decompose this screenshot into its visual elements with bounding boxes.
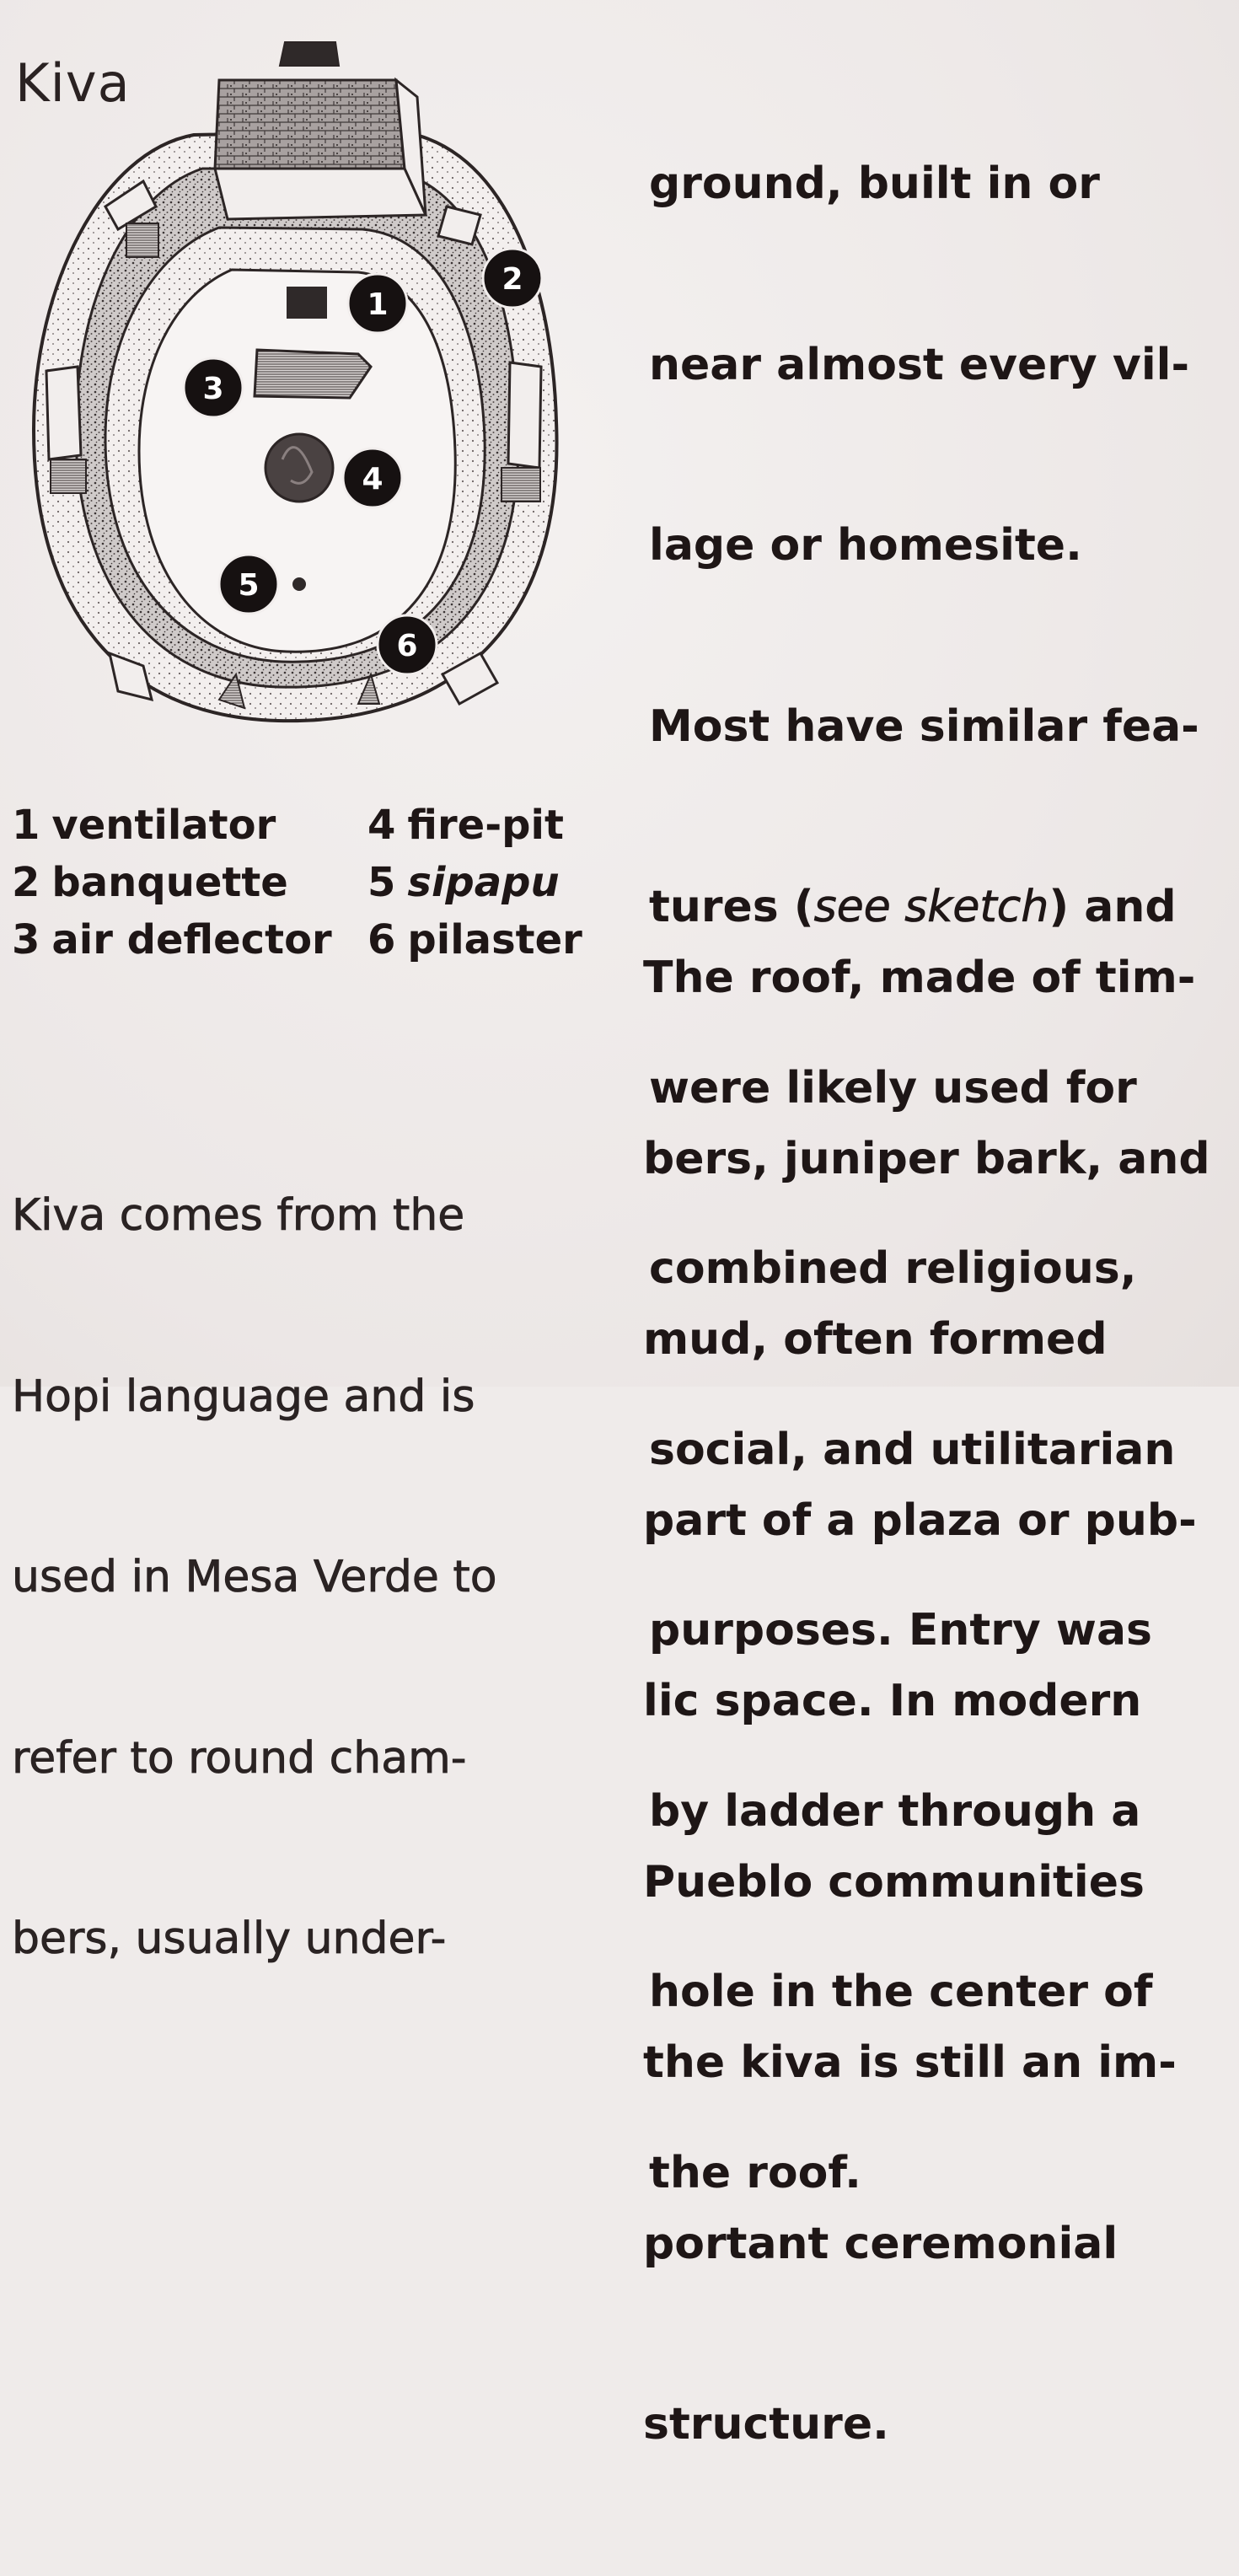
diagram-legend — [12, 797, 602, 974]
callout-2-label: 2 — [502, 262, 523, 297]
legend-item: 5 sipapu — [367, 859, 560, 906]
paragraph-line: social, and utilitarian — [649, 1424, 1176, 1475]
paragraph-line: lage or homesite. — [649, 520, 1082, 571]
callout-5 — [219, 555, 278, 614]
callout-3-label: 3 — [202, 372, 224, 406]
callout-6-label: 6 — [396, 629, 418, 663]
legend-item: 3 air deflector — [12, 916, 332, 963]
paragraph-line: the roof. — [649, 2147, 861, 2198]
paragraph-line: mud, often formed — [643, 1314, 1108, 1365]
see-sketch-reference: see sketch — [813, 882, 1049, 932]
paragraph-line: portant ceremonial — [643, 2218, 1118, 2269]
legend-item: 6 pilaster — [367, 916, 582, 963]
paragraph-line: by ladder through a — [649, 1785, 1141, 1837]
paragraph-line: combined religious, — [649, 1243, 1137, 1294]
paragraph-line: were likely used for — [649, 1062, 1137, 1114]
legend-item: 1 ventilator — [12, 802, 276, 849]
right-paragraph-2 — [643, 828, 1210, 2576]
ventilator-shaft — [215, 42, 426, 219]
kiva-sketch — [25, 34, 598, 775]
left-paragraph — [12, 1065, 497, 2090]
legend-column-2 — [367, 797, 582, 969]
paragraph-line: Pueblo communities — [643, 1856, 1145, 1908]
paragraph-line: bers, usually under- — [12, 1913, 447, 1964]
callout-1-label: 1 — [367, 287, 389, 322]
callout-5-label: 5 — [238, 568, 260, 603]
paragraph-line: hole in the center of — [649, 1967, 1153, 2017]
air-deflector — [255, 350, 371, 398]
paragraph-line: structure. — [643, 2399, 889, 2450]
paragraph-line: Hopi language and is — [12, 1371, 475, 1422]
ventilator-opening — [287, 287, 327, 319]
paragraph-line: part of a plaza or pub- — [643, 1495, 1197, 1546]
callout-4-label: 4 — [362, 462, 384, 496]
paragraph-line: lic space. In modern — [643, 1676, 1142, 1726]
sipapu — [292, 577, 306, 591]
paragraph-line: the kiva is still an im- — [643, 2037, 1177, 2088]
legend-item: 2 banquette — [12, 859, 288, 906]
callout-3 — [184, 358, 243, 417]
paragraph-line: used in Mesa Verde to — [12, 1552, 497, 1602]
paragraph-line: bers, juniper bark, and — [643, 1133, 1210, 1184]
paragraph-line: tures (see sketch) and — [649, 882, 1177, 932]
legend-column-1 — [12, 797, 332, 969]
paragraph-line: Most have similar fea- — [649, 700, 1199, 752]
callout-4 — [343, 448, 402, 507]
paragraph-line: refer to round cham- — [12, 1732, 467, 1784]
paragraph-line: Kiva comes from the — [12, 1190, 465, 1241]
callout-2 — [483, 249, 542, 308]
page-title: Kiva — [15, 52, 131, 114]
paragraph-line: purposes. Entry was — [649, 1605, 1152, 1656]
legend-item: 4 fire-pit — [367, 802, 564, 849]
paragraph-line: The roof, made of tim- — [643, 953, 1196, 1003]
paragraph-line: ground, built in or — [649, 158, 1100, 209]
callout-6 — [378, 615, 437, 674]
paragraph-line: near almost every vil- — [649, 339, 1190, 390]
callout-1 — [348, 274, 407, 333]
fire-pit — [266, 434, 333, 502]
